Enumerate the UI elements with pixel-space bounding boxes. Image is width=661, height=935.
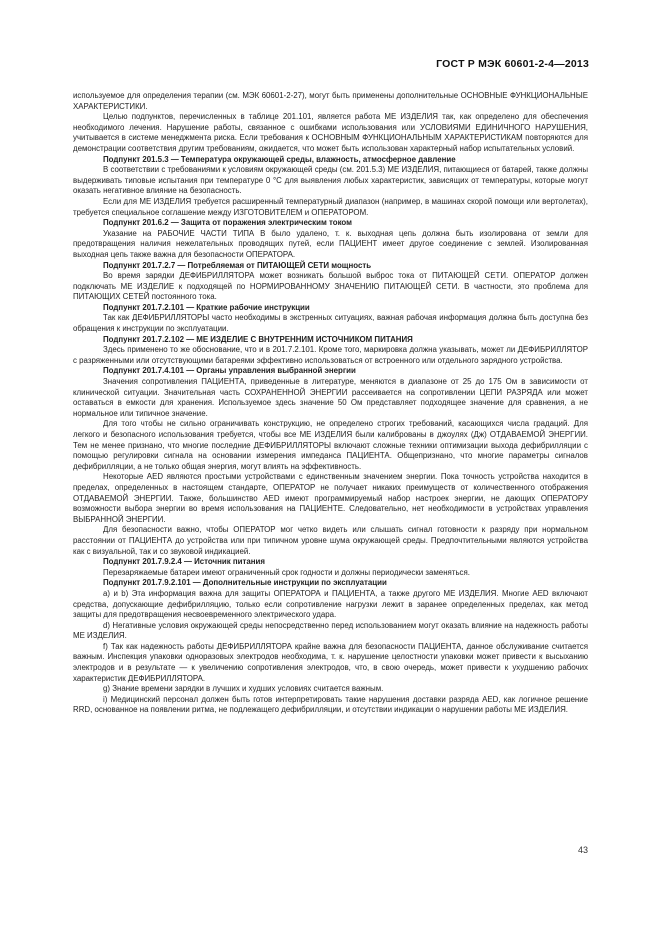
body-paragraph: Во время зарядки ДЕФИБРИЛЛЯТОРА может возникать большой выброс тока от ПИТАЮЩЕЙ СЕТИ. ОПЕРАТОР должен подключать МЕ ИЗДЕЛИЕ к подходящей по НОРМИРОВАННОМУ ЗНАЧЕНИЮ ПИТАЮЩЕЙ СЕТИ. В частности, это проблема для ПИТАЮЩИХ СЕТЕЙ постоянного тока. (73, 271, 588, 302)
body-paragraph: Значения сопротивления ПАЦИЕНТА, приведенные в литературе, меняются в диапазоне от 25 до 175 Ом в зависимости от клинической ситуации. Значительная часть СОХРАНЕННОЙ ЭНЕРГИИ рассеивается на сопротивлении ЦЕПИ РАЗРЯДА или может оставаться в емкости для хранения. Используемое здесь значение 50 Ом представляет подходящее значение для сравнения, а не нормальное или типичное значение. (73, 377, 588, 418)
document-body (73, 91, 588, 716)
body-paragraph: Так как ДЕФИБРИЛЛЯТОРЫ часто необходимы в экстренных ситуациях, важная рабочая информация должна быть доступна без обращения к инструкции по эксплуатации. (73, 313, 588, 334)
section-heading: Подпункт 201.5.3 — Температура окружающей среды, влажность, атмосферное давление (103, 154, 456, 164)
body-paragraph: Если для МЕ ИЗДЕЛИЯ требуется расширенный температурный диапазон (например, в машинах скорой помощи или вертолетах), требуется специальное соглашение между ИЗГОТОВИТЕЛЕМ и ОПЕРАТОРОМ. (73, 196, 588, 217)
body-paragraph: В соответствии с требованиями к условиям окружающей среды (см. 201.5.3) МЕ ИЗДЕЛИЯ, питающиеся от батарей, также должны выдерживать типовые испытания при температуре 0 °C для выявления любых характеристик, зависящих от температуры, которые могут оказать негативное влияние на безопасность. (73, 165, 588, 196)
section-heading: Подпункт 201.7.2.7 — Потребляемая от ПИТАЮЩЕЙ СЕТИ мощность (103, 260, 372, 270)
body-paragraph: d) Негативные условия окружающей среды непосредственно перед использованием могут оказать влияние на надежность работы МЕ ИЗДЕЛИЯ. (73, 620, 588, 641)
body-paragraph: g) Знание времени зарядки в лучших и худших условиях считается важным. (103, 684, 384, 694)
body-paragraph: используемое для определения терапии (см. МЭК 60601-2-27), могут быть применены дополнительные ОСНОВНЫЕ ФУНКЦИОНАЛЬНЫЕ ХАРАКТЕРИСТИКИ. (73, 91, 588, 111)
section-heading: Подпункт 201.6.2 — Защита от поражения электрическим током (103, 218, 352, 228)
body-paragraph: Для безопасности важно, чтобы ОПЕРАТОР мог четко видеть или слышать сигнал готовности к разряду при нормальном расстоянии от ПАЦИЕНТА до устройства или при типичном уровне шума окружающей среды. Предпочтительными являются устройства как с визуальной, так и со звуковой индикацией. (73, 525, 588, 556)
body-paragraph: Указание на РАБОЧИЕ ЧАСТИ ТИПА В было удалено, т. к. выходная цепь должна быть изолирована от земли для предотвращения наличия нежелательных проводящих путей, если ПАЦИЕНТ имеет другое соединение с землей. Изолированная выходная цепь также важна для безопасности ОПЕРАТОРА. (73, 228, 588, 259)
document-header: ГОСТ Р МЭК 60601-2-4—2013 (436, 58, 589, 70)
section-heading: Подпункт 201.7.4.101 — Органы управления выбранной энергии (103, 366, 356, 376)
section-heading: Подпункт 201.7.2.101 — Краткие рабочие инструкции (103, 302, 310, 312)
body-paragraph: Целью подпунктов, перечисленных в таблице 201.101, является работа МЕ ИЗДЕЛИЯ так, как определено для обеспечения необходимого лечения. Нарушение работы, связанное с ошибками использования или УСЛОВИЯМИ ЕДИНИЧНОГО НАРУШЕНИЯ, учитывается в системе менеджмента риска. Если требования к ОСНОВНЫМ ФУНКЦИОНАЛЬНЫМ ХАРАКТЕРИСТИКАМ повторяются для демонстрации соответствия другим требованиям, ожидается, что может быть использован характерный набор испытательных условий. (73, 112, 588, 153)
body-paragraph: i) Медицинский персонал должен быть готов интерпретировать такие нарушения доставки разряда AED, как логичное решение RRD, основанное на появлении ритма, не подлежащего дефибрилляции, и отсутствии индикации о нарушении работы МЕ ИЗДЕЛИЯ. (73, 694, 588, 715)
body-paragraph: Здесь применено то же обоснование, что и в 201.7.2.101. Кроме того, маркировка должна указывать, может ли ДЕФИБРИЛЛЯТОР с разряженными или отсутствующими батареями эффективно использоваться от встроенного или отдельного зарядного устройства. (73, 345, 588, 365)
body-paragraph: Некоторые AED являются простыми устройствами с единственным значением энергии. Пока точность устройства находится в пределах, определенных в настоящем стандарте, ОПЕРАТОР не получает никаких преимуществ от количественного отображения ОТДАВАЕМОЙ ЭНЕРГИИ. Также, большинство AED имеют программируемый набор настроек энергии, не дающих ОПЕРАТОРУ возможности выбора энергии во время использования на ПАЦИЕНТЕ. Следовательно, нет необходимости в устройствах управления ВЫБРАННОЙ ЭНЕРГИИ. (73, 472, 588, 524)
section-heading: Подпункт 201.7.9.2.4 — Источник питания (103, 557, 265, 567)
body-paragraph: Перезаряжаемые батареи имеют ограниченный срок годности и должны периодически заменяться. (103, 567, 470, 577)
body-paragraph: Для того чтобы не сильно ограничивать конструкцию, не определено строгих требований, касающихся числа градаций. Для легкого и безопасного использования требуется, чтобы все МЕ ИЗДЕЛИЯ были калиброваны в джоулях (Дж) ОТДАВАЕМОЙ ЭНЕРГИИ. Тем не менее признано, что многие последние ДЕФИБРИЛЛЯТОРЫ включают сложные техники оптимизации выхода дефибрилляции с помощью регулировки сигнала на основании измерения импеданса ПАЦИЕНТА. Общепризнано, что многие параметры сигналов дефибрилляции, а не только общая энергия, могут влиять на эффективность. (73, 419, 588, 471)
body-paragraph: f) Так как надежность работы ДЕФИБРИЛЛЯТОРА крайне важна для безопасности ПАЦИЕНТА, данное обслуживание считается важным. Инспекция упаковки одноразовых электродов необходима, т. к. нарушение целостности упаковки может привести к высыханию электродов и в результате — к увеличению сопротивления электродов, что, в свою очередь, может привести к ухудшению рабочих характеристик ДЕФИБРИЛЛЯТОРА. (73, 641, 588, 683)
section-heading: Подпункт 201.7.9.2.101 — Дополнительные инструкции по эксплуатации (103, 578, 387, 588)
body-paragraph: а) и b) Эта информация важна для защиты ОПЕРАТОРА и ПАЦИЕНТА, а также другого МЕ ИЗДЕЛИЯ. Многие AED включают средства, допускающие дефибрилляцию, только если сопротивление нагрузки лежит в заранее определенных пределах, как метод защиты для предотвращения несвоевременного электрического удара. (73, 588, 588, 620)
section-heading: Подпункт 201.7.2.102 — МЕ ИЗДЕЛИЕ С ВНУТРЕННИМ ИСТОЧНИКОМ ПИТАНИЯ (103, 334, 413, 344)
page-number: 43 (577, 845, 588, 855)
